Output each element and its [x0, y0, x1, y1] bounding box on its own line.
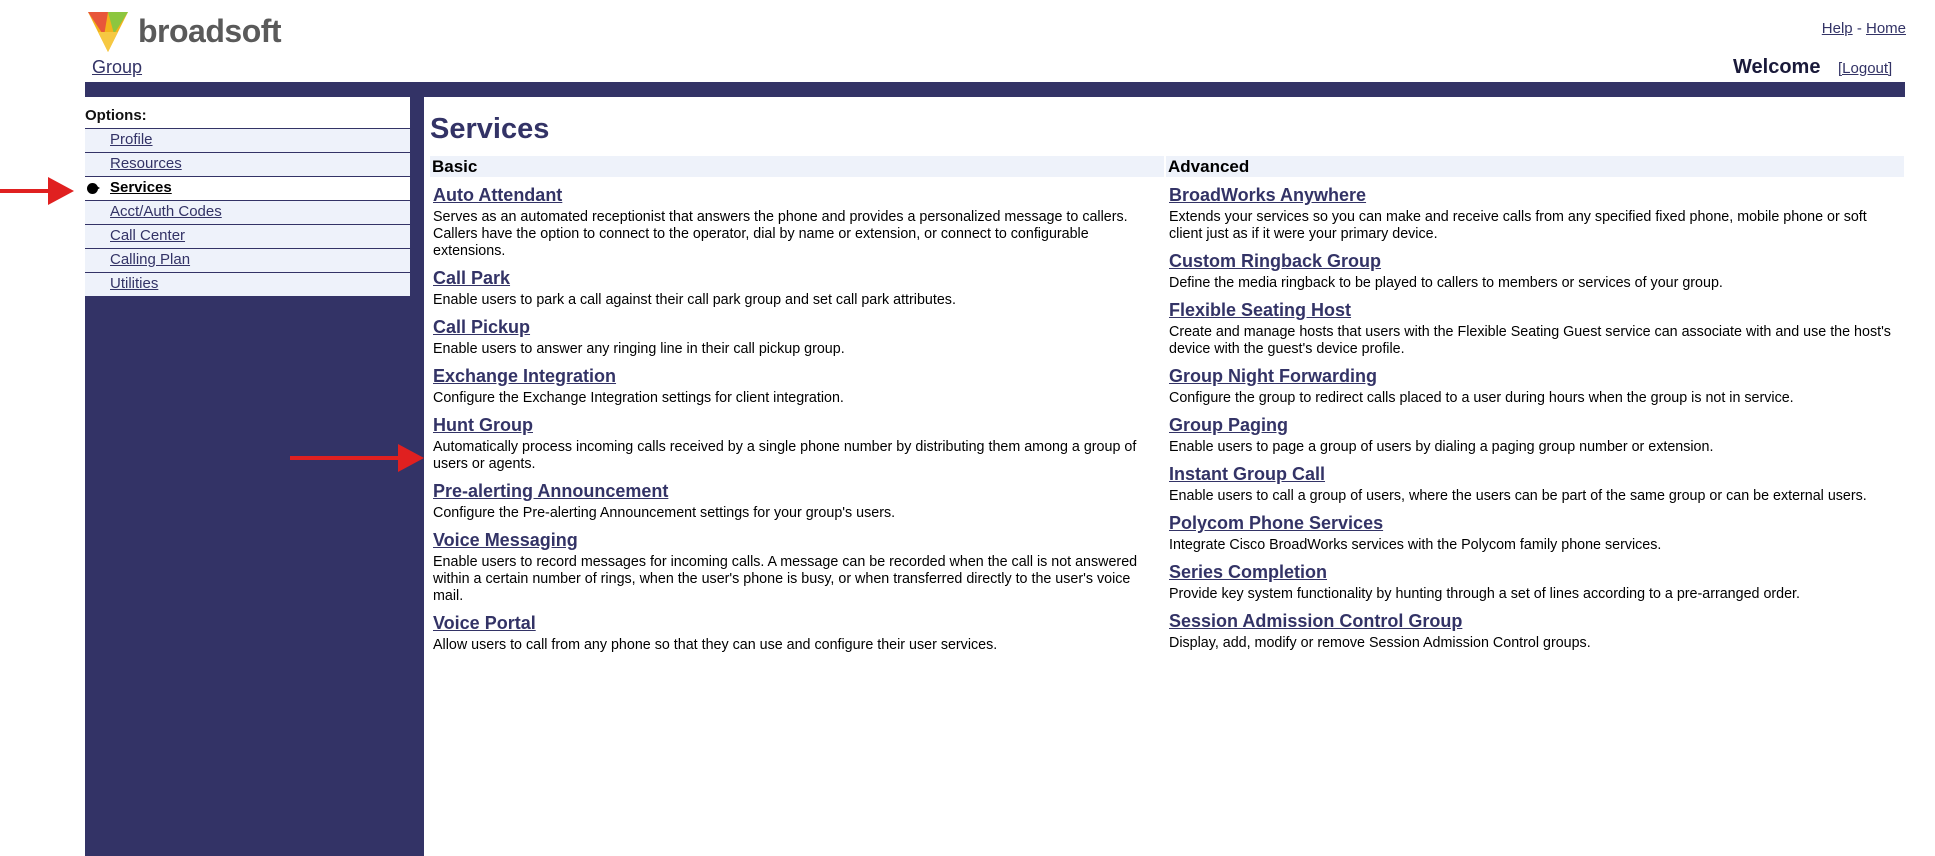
broadworks-anywhere-link[interactable]: BroadWorks Anywhere [1169, 185, 1367, 205]
service-series-completion [1169, 554, 1904, 603]
sidebar-item-label[interactable]: Utilities [110, 275, 159, 292]
annotation-arrow-hunt-group-icon [290, 456, 410, 460]
sidebar-item-calling-plan[interactable] [85, 248, 410, 272]
service-description: Define the media ringback to be played to callers to members or services of your group. [1169, 275, 1723, 291]
header-bar [85, 82, 1905, 97]
service-description: Configure the Exchange Integration settings for client integration. [433, 390, 844, 406]
sidebar-item-label[interactable]: Calling Plan [110, 251, 191, 268]
sidebar-item-call-center[interactable] [85, 224, 410, 248]
session-admission-control-group-link[interactable]: Session Admission Control Group [1169, 611, 1463, 631]
exchange-integration-link[interactable]: Exchange Integration [433, 366, 617, 386]
page-title: Services [430, 113, 550, 145]
service-description: Enable users to park a call against their call park group and set call park attributes. [433, 292, 956, 308]
advanced-column [1166, 156, 1904, 652]
options-panel [85, 97, 410, 296]
main-content [423, 97, 1905, 856]
logout-link[interactable]: [Logout] [1838, 60, 1893, 77]
group-paging-link[interactable]: Group Paging [1169, 415, 1288, 435]
service-call-pickup [433, 309, 1164, 358]
service-voice-portal [433, 605, 1164, 654]
service-call-park [433, 260, 1164, 309]
service-description: Extends your services so you can make and receive calls from any specified fixed phone, mobile phone or soft client just as if it were your primary device. [1169, 209, 1867, 242]
service-polycom-phone-services [1169, 505, 1904, 554]
link-separator: - [1856, 20, 1862, 37]
sidebar-item-label[interactable]: Profile [110, 131, 153, 148]
service-voice-messaging [433, 522, 1164, 605]
service-description: Serves as an automated receptionist that answers the phone and provides a personalized message to callers. Callers have the option to connect to the operator, dial by name or extension, or connect to configurable extensions. [433, 209, 1128, 259]
basic-header: Basic [430, 156, 1164, 177]
auto-attendant-link[interactable]: Auto Attendant [433, 185, 563, 205]
sidebar-item-label[interactable]: Resources [110, 155, 182, 172]
pre-alerting-announcement-link[interactable]: Pre-alerting Announcement [433, 481, 669, 501]
polycom-phone-services-link[interactable]: Polycom Phone Services [1169, 513, 1384, 533]
basic-column [430, 156, 1164, 654]
service-description: Enable users to page a group of users by dialing a paging group number or extension. [1169, 439, 1714, 455]
annotation-arrow-services-icon [0, 189, 60, 193]
service-description: Automatically process incoming calls received by a single phone number by distributing them among a group of users or agents. [433, 439, 1137, 472]
sidebar-item-utilities[interactable] [85, 272, 410, 296]
broadsoft-logo [84, 8, 281, 54]
sidebar-item-label[interactable]: Services [110, 179, 172, 196]
sidebar [85, 97, 423, 856]
hunt-group-link[interactable]: Hunt Group [433, 415, 533, 435]
options-title: Options: [85, 107, 147, 124]
service-description: Enable users to call a group of users, where the users can be part of the same group or can be external users. [1169, 488, 1867, 504]
advanced-header: Advanced [1166, 156, 1904, 177]
service-flexible-seating-host [1169, 292, 1904, 358]
service-description: Enable users to record messages for incoming calls. A message can be recorded when the call is not answered within a certain number of rings, when the user's phone is busy, or when transferred directly to the user's voice mail. [433, 554, 1138, 604]
service-description: Enable users to answer any ringing line in their call pickup group. [433, 341, 845, 357]
service-description: Integrate Cisco BroadWorks services with the Polycom family phone services. [1169, 537, 1662, 553]
sidebar-item-services[interactable] [85, 176, 410, 200]
sidebar-item-resources[interactable] [85, 152, 410, 176]
service-instant-group-call [1169, 456, 1904, 505]
sidebar-item-label[interactable]: Acct/Auth Codes [110, 203, 222, 220]
series-completion-link[interactable]: Series Completion [1169, 562, 1328, 582]
service-description: Configure the Pre-alerting Announcement settings for your group's users. [433, 505, 896, 521]
sidebar-item-label[interactable]: Call Center [110, 227, 186, 244]
call-pickup-link[interactable]: Call Pickup [433, 317, 531, 337]
voice-portal-link[interactable]: Voice Portal [433, 613, 536, 633]
service-description: Configure the group to redirect calls placed to a user during hours when the group is not in service. [1169, 390, 1794, 406]
welcome-text: Welcome [1733, 56, 1821, 78]
help-link[interactable]: Help [1821, 20, 1853, 37]
custom-ringback-group-link[interactable]: Custom Ringback Group [1169, 251, 1382, 271]
service-group-night-forwarding [1169, 358, 1904, 407]
group-link[interactable]: Group [92, 57, 143, 77]
home-link[interactable]: Home [1865, 20, 1906, 37]
service-hunt-group [433, 407, 1164, 473]
service-description: Allow users to call from any phone so that they can use and configure their user services. [433, 637, 998, 653]
service-custom-ringback-group [1169, 243, 1904, 292]
instant-group-call-link[interactable]: Instant Group Call [1169, 464, 1326, 484]
current-item-bullet-icon [87, 183, 98, 194]
service-session-admission-control-group [1169, 603, 1904, 652]
top-links [1822, 20, 1906, 37]
sidebar-item-profile[interactable] [85, 128, 410, 152]
brand-name: broadsoft [138, 12, 282, 49]
service-exchange-integration [433, 358, 1164, 407]
sidebar-item-acct-auth-codes[interactable] [85, 200, 410, 224]
service-auto-attendant [433, 177, 1164, 260]
service-broadworks-anywhere [1169, 177, 1904, 243]
group-night-forwarding-link[interactable]: Group Night Forwarding [1169, 366, 1377, 386]
service-description: Display, add, modify or remove Session Admission Control groups. [1169, 635, 1591, 651]
service-group-paging [1169, 407, 1904, 456]
call-park-link[interactable]: Call Park [433, 268, 511, 288]
service-description: Create and manage hosts that users with the Flexible Seating Guest service can associate with and use the host's device with the guest's device profile. [1169, 324, 1891, 357]
voice-messaging-link[interactable]: Voice Messaging [433, 530, 578, 550]
flexible-seating-host-link[interactable]: Flexible Seating Host [1169, 300, 1352, 320]
service-pre-alerting-announcement [433, 473, 1164, 522]
service-description: Provide key system functionality by hunting through a set of lines according to a pre-arranged order. [1169, 586, 1801, 602]
broadsoft-logo-icon [84, 8, 132, 54]
